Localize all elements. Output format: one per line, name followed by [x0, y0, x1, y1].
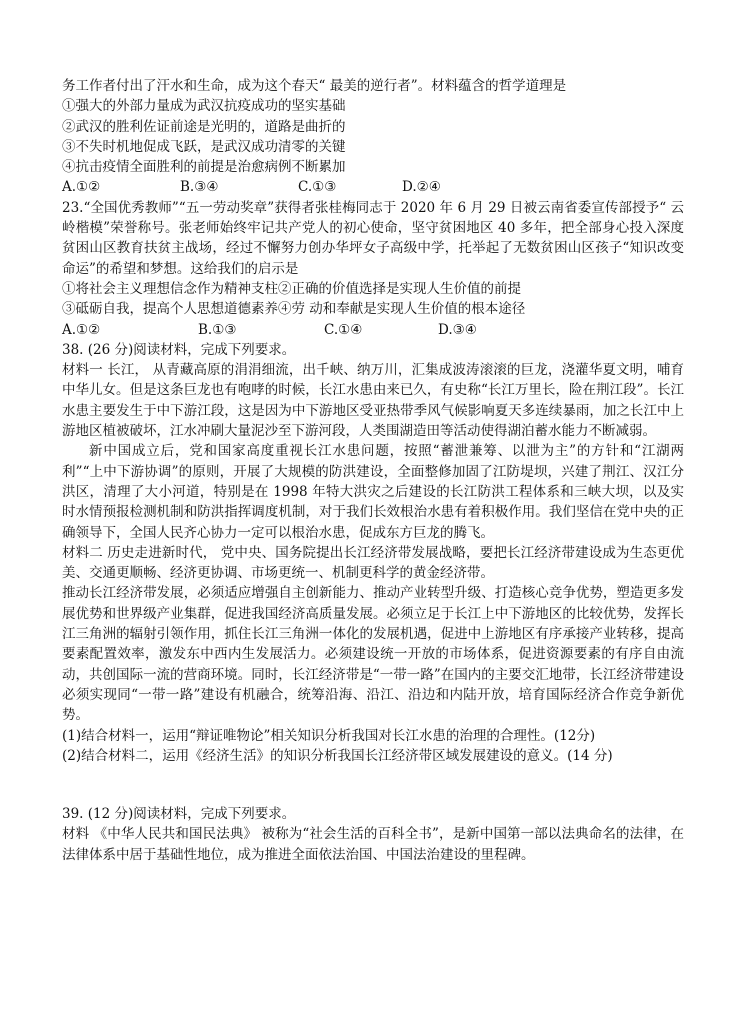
- q23-option-c: C.①④: [324, 321, 363, 338]
- q38-material1-p2: 新中国成立后，党和国家高度重视长江水患问题，按照“蓄泄兼筹、以泄为主”的方针和“江湖两利”“上中下游协调”的原则，开展了大规模的防洪建设，全面整修加固了江防堤坝，兴建了荆江、汉江分洪区，清理了大小河道，特别是在 1998 年特大洪灾之后建设的长江防洪工程体系和三峡大坝，以及实时水情预报检测机制和防洪指挥调度机制，对于我们长效根治水患有着积极作用。我们坚信在党中央的正确领导下，全国人民齐心协力一定可以根治水患，促成东方巨龙的腾飞。: [62, 443, 684, 541]
- q38-material1-p1: 材料一 长江， 从青藏高原的涓涓细流，出千峡、纳万川，汇集成波涛滚滚的巨龙，浇灌华夏文明，哺育中华儿女。但是这条巨龙也有咆哮的时候，长江水患由来已久，有史称“长江万里长，险在荆江段”。长江水患主要发生于中下游江段，这是因为中下游地区受亚热带季风气候影响夏天多连续暴雨，加之长江中上游地区植被破坏，江水冲刷大量泥沙至下游河段，人类围湖造田等活动使得湖泊蓄水能力不断减弱。: [62, 362, 684, 440]
- q23-item-1: ①将社会主义理想信念作为精神支柱②正确的价值选择是实现人生价值的前提: [62, 280, 521, 297]
- question-23: [62, 198, 684, 340]
- q23-option-b: B.①③: [198, 321, 237, 338]
- q22-item-3: ③不失时机地促成飞跃，是武汉成功清零的关键: [62, 138, 346, 155]
- q22-option-d: D.②④: [402, 179, 441, 196]
- q22-option-b: B.③④: [180, 179, 219, 196]
- question-22: [62, 76, 684, 198]
- answer-space: [62, 766, 684, 804]
- q38-material2-p1: 材料二 历史走进新时代， 党中央、国务院提出长江经济带发展战略，要把长江经济带建设成为生态更优美、交通更顺畅、经济更协调、市场更统一、机制更科学的黄金经济带。: [62, 544, 684, 582]
- q22-option-a: A.①②: [62, 179, 101, 196]
- q22-item-4: ④抗击疫情全面胜利的前提是治愈病例不断累加: [62, 159, 346, 176]
- q23-option-a: A.①②: [62, 321, 101, 338]
- q23-stem: 23.“全国优秀教师”“五一劳动奖章”获得者张桂梅同志于 2020 年 6 月 29 日被云南省委宣传部授予“ 云岭楷模”荣誉称号。张老师始终牢记共产党人的初心使命，坚守贫困地区 40 多年，把全部身心投入深度贫困山区教育扶贫主战场，经过不懈努力创办华坪女子高级中学，托举起了无数贫困山区孩子“知识改变命运”的希望和梦想。这给我们的启示是: [62, 199, 684, 277]
- q22-item-1: ①强大的外部力量成为武汉抗疫成功的坚实基础: [62, 98, 346, 115]
- question-39: [62, 804, 684, 865]
- q39-heading: 39. (12 分)阅读材料，完成下列要求。: [62, 806, 296, 823]
- q39-material: 材料 《中华人民共和国民法典》 被称为“社会生活的百科全书”，是新中国第一部以法典命名的法律，在法律体系中居于基础性地位，成为推进全面依法治国、中国法治建设的里程碑。: [62, 826, 684, 863]
- q22-stem-tail: 务工作者付出了汗水和生命，成为这个春天“ 最美的逆行者”。材料蕴含的哲学道理是: [62, 78, 567, 94]
- exam-page: [62, 76, 684, 865]
- q38-heading: 38. (26 分)阅读材料，完成下列要求。: [62, 341, 296, 358]
- q38-material2-p2: 推动长江经济带发展，必须适应增强自主创新能力、推动产业转型升级、打造核心竞争优势，塑造更多发展优势和世界级产业集群，促进我国经济高质量发展。必须立足于长江上中下游地区的比较优势，发挥长江三角洲的辐射引领作用，抓住长江三角洲一体化的发展机遇，促进中上游地区有序承接产业转移，提高要素配置效率，激发东中西内生发展活力。必须建设统一开放的市场体系，促进资源要素的有序自由流动，共创国际一流的营商环境。同时，长江经济带是“一带一路”在国内的主要交汇地带，长江经济带建设必须实现同“一带一路”建设有机融合，统筹沿海、沿江、沿边和内陆开放，培育国际经济合作竞争新优势。: [62, 585, 684, 724]
- q23-options: [62, 320, 684, 340]
- q38-subquestion-2: (2)结合材料二，运用《经济生活》的知识分析我国长江经济带区域发展建设的意义。(14 分): [62, 747, 613, 764]
- q22-options: [62, 177, 684, 197]
- q22-option-c: C.①③: [298, 179, 337, 196]
- q38-subquestion-1: (1)结合材料一，运用“辩证唯物论”相关知识分析我国对长江水患的治理的合理性。(12分): [62, 727, 596, 744]
- question-38: [62, 340, 684, 766]
- q23-item-2: ③砥砺自我，提高个人思想道德素养④劳 动和奉献是实现人生价值的根本途径: [62, 301, 526, 318]
- q22-item-2: ②武汉的胜利佐证前途是光明的，道路是曲折的: [62, 118, 346, 135]
- q23-option-d: D.③④: [438, 321, 477, 338]
